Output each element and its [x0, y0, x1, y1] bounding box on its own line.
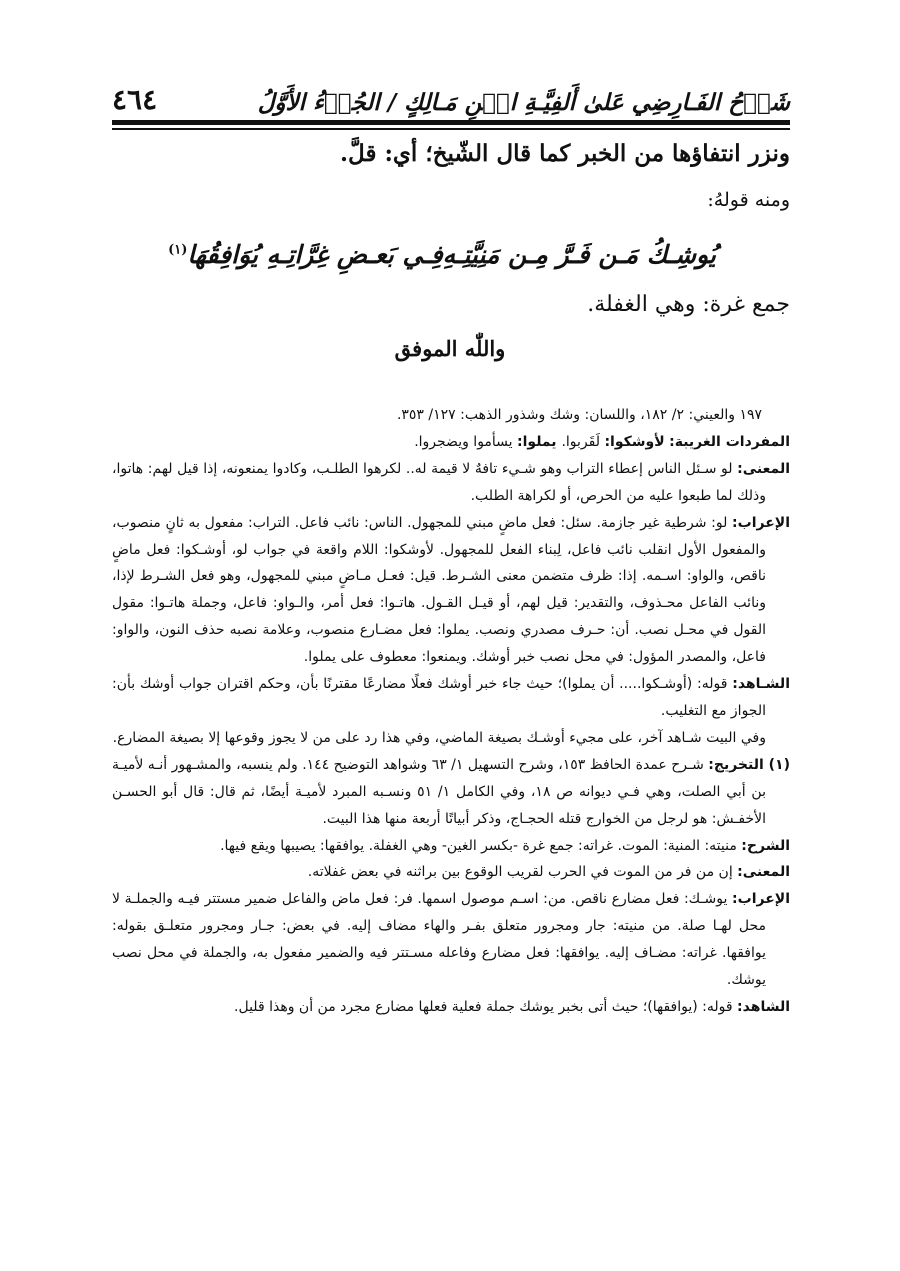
note-label: المفردات الغريبة: — [669, 433, 790, 450]
note-text: قوله: (يوافقها)؛ حيث أتى بخبر يوشك جملة فعلية فعلها مضارع مجرد من أن وهذا قليل. — [234, 998, 738, 1015]
note-label: المعنى: — [737, 460, 790, 477]
poetry-verse — [168, 240, 716, 280]
note-parsing — [112, 510, 790, 671]
footnote-1-sharh — [112, 833, 790, 860]
note-term: يملوا: — [517, 433, 562, 450]
body-line-1: ونزر انتفاؤها من الخبر كما قال الشّيخ؛ أي: قلَّ. — [340, 140, 790, 167]
note-text: شـرح عمدة الحافظ ١٥٣، وشرح التسهيل ١/ ٦٣ وشواهد التوضيح ١٤٤. ولم ينسبه، والمشـهور أنـه لأميـة بن أبي الصلت، وهي فـي ديوانه ص ١٨، وفي الكامل ١/ ٥١ ونسـبه المبرد لأميـة أيضًا، ثم قال: قال أبو الحسـن الأخفـش: هو لرجل من الخوارج قتله الحجـاج، وذكر أبياتًا أربعة منها هذا البيت. — [111, 756, 766, 827]
note-text: لو سـئل الناس إعطاء التراب وهو شـيء تافهٌ لا قيمة له.. لكرهوا الطلـب، وكادوا يمنعونه، إذا قيل لهم: هاتوا، وذلك لما طبعوا عليه من الحرص، أو لكراهة الطلب. — [112, 460, 766, 504]
note-label: الشـاهد: — [732, 676, 790, 693]
footnote-1-evidence — [112, 994, 790, 1021]
note-term: لأوشكوا: — [604, 433, 665, 450]
note-text: يسأموا ويضجروا. — [414, 433, 518, 450]
verse-first-hemistich: يُوشِـكُ مَـن فَـرَّ مِـن مَنِيَّتِـهِ — [442, 240, 716, 269]
header-rule-thick — [112, 120, 790, 125]
header-rule-thin — [112, 128, 790, 130]
footnote-1-parsing — [112, 886, 790, 994]
note-text: منيته: المنية: الموت. غراته: جمع غرة -بكسر الغين- وهي الغفلة. يوافقها: يصيبها ويقع فيها. — [220, 837, 742, 854]
footnotes — [112, 402, 790, 1021]
note-evidence — [112, 671, 790, 725]
note-text: يوشـك: فعل مضارع ناقص. من: اسـم موصول اسمها. فر: فعل ماض والفاعل ضمير مستتر فيـه والجملـة لا محل لهـا صلة. من منيته: جار ومجرور متعلق بفـر والهاء مضاف إليه. في بعض: جـار ومجرور متعلـق بقوله: يوافقها. غراته: مضـاف إليه. يوافقها: فعل مضارع وفاعله مسـتتر فيه والضمير مفعول به، والجملة في محل نصب يوشك. — [112, 891, 766, 989]
note-vocabulary — [112, 429, 790, 456]
footnote-1-takhrij — [112, 752, 790, 833]
note-label: المعنى: — [737, 864, 790, 881]
note-label: الإعراب: — [732, 514, 790, 531]
note-label: الشاهد: — [737, 998, 790, 1015]
note-evidence-extra: وفي البيت شـاهد آخر، على مجيء أوشـك بصيغة الماضي، وفي هذا رد على من لا يجوز وقوعها إلا بصيغة المضارع. — [112, 729, 766, 746]
footnote-marker: (١) — [168, 242, 188, 258]
note-text: قوله: (أوشـكوا..... أن يملوا)؛ حيث جاء خبر أوشك فعلًا مضارعًا مقترنًا بأن، وحكم اقتران جواب أوشك بأن: الجواز مع التغليب. — [112, 676, 766, 719]
body-line-4: جمع غرة: وهي الغفلة. — [587, 292, 790, 317]
note-label: (١) التخريج: — [708, 756, 790, 773]
footnote-1-meaning — [112, 859, 790, 886]
verse-second-text: فِـي بَعـضِ غِرَّاتِـهِ يُوَافِقُهَا — [187, 240, 443, 269]
note-text: إن من فر من الموت في الحرب لقريب الوقوع بين براثنه في بعض غفلاته. — [307, 864, 738, 881]
body-line-2: ومنه قولهُ: — [707, 189, 790, 211]
note-label: الإعراب: — [732, 891, 790, 908]
note-label: الشرح: — [741, 837, 790, 854]
page-number: ٤٦٤ — [112, 83, 158, 116]
running-title: شَرۡحُ الفَـارِضِي عَلىٰ أَلفِيَّـةِ ابۡنِ مَـالِكٍ / الجُزۡءُ الأَوَّلُ — [257, 89, 790, 116]
verse-second-hemistich — [168, 240, 443, 280]
note-meaning — [112, 456, 790, 510]
closing-phrase: واللّٰه الموفق — [394, 336, 506, 361]
note-source: ١٩٧ والعيني: ٢/ ١٨٢، واللسان: وشك وشذور الذهب: ١٢٧/ ٣٥٣. — [396, 407, 762, 423]
note-text: لو: شرطية غير جازمة. سئل: فعل ماضٍ مبني للمجهول. الناس: نائب فاعل. التراب: مفعول به ثانٍ منصوب، والمفعول الأول انقلب نائب فاعل، لِبناء الفعل للمجهول. لأوشكوا: اللام واقعة في جواب لو، أوشـكوا: فعل ماضٍ ناقص، والواو: اسـمه. إذا: ظرف متضمن معنى الشـرط. قيل: فعـل مـاضٍ مبني للمجهول، وهو فعل الشـرط لإذا، ونائب الفاعل محـذوف، والتقدير: قيل لهم، أو قيـل القـول. هاتـوا: فعل أمر، والـواو: فاعل، وجملة هاتـوا: مقول القول في محـل نصب. أن: حـرف مصدري ونصب. يملوا: فعل مضـارع منصوب، وعلامة نصبه حذف النون، والواو: فاعل، والمصدر المؤول: في محل نصب خبر أوشك. ويمنعوا: معطوف على يملوا. — [112, 514, 766, 666]
note-text: لَقَربوا. — [561, 433, 605, 450]
page-header — [112, 72, 790, 116]
